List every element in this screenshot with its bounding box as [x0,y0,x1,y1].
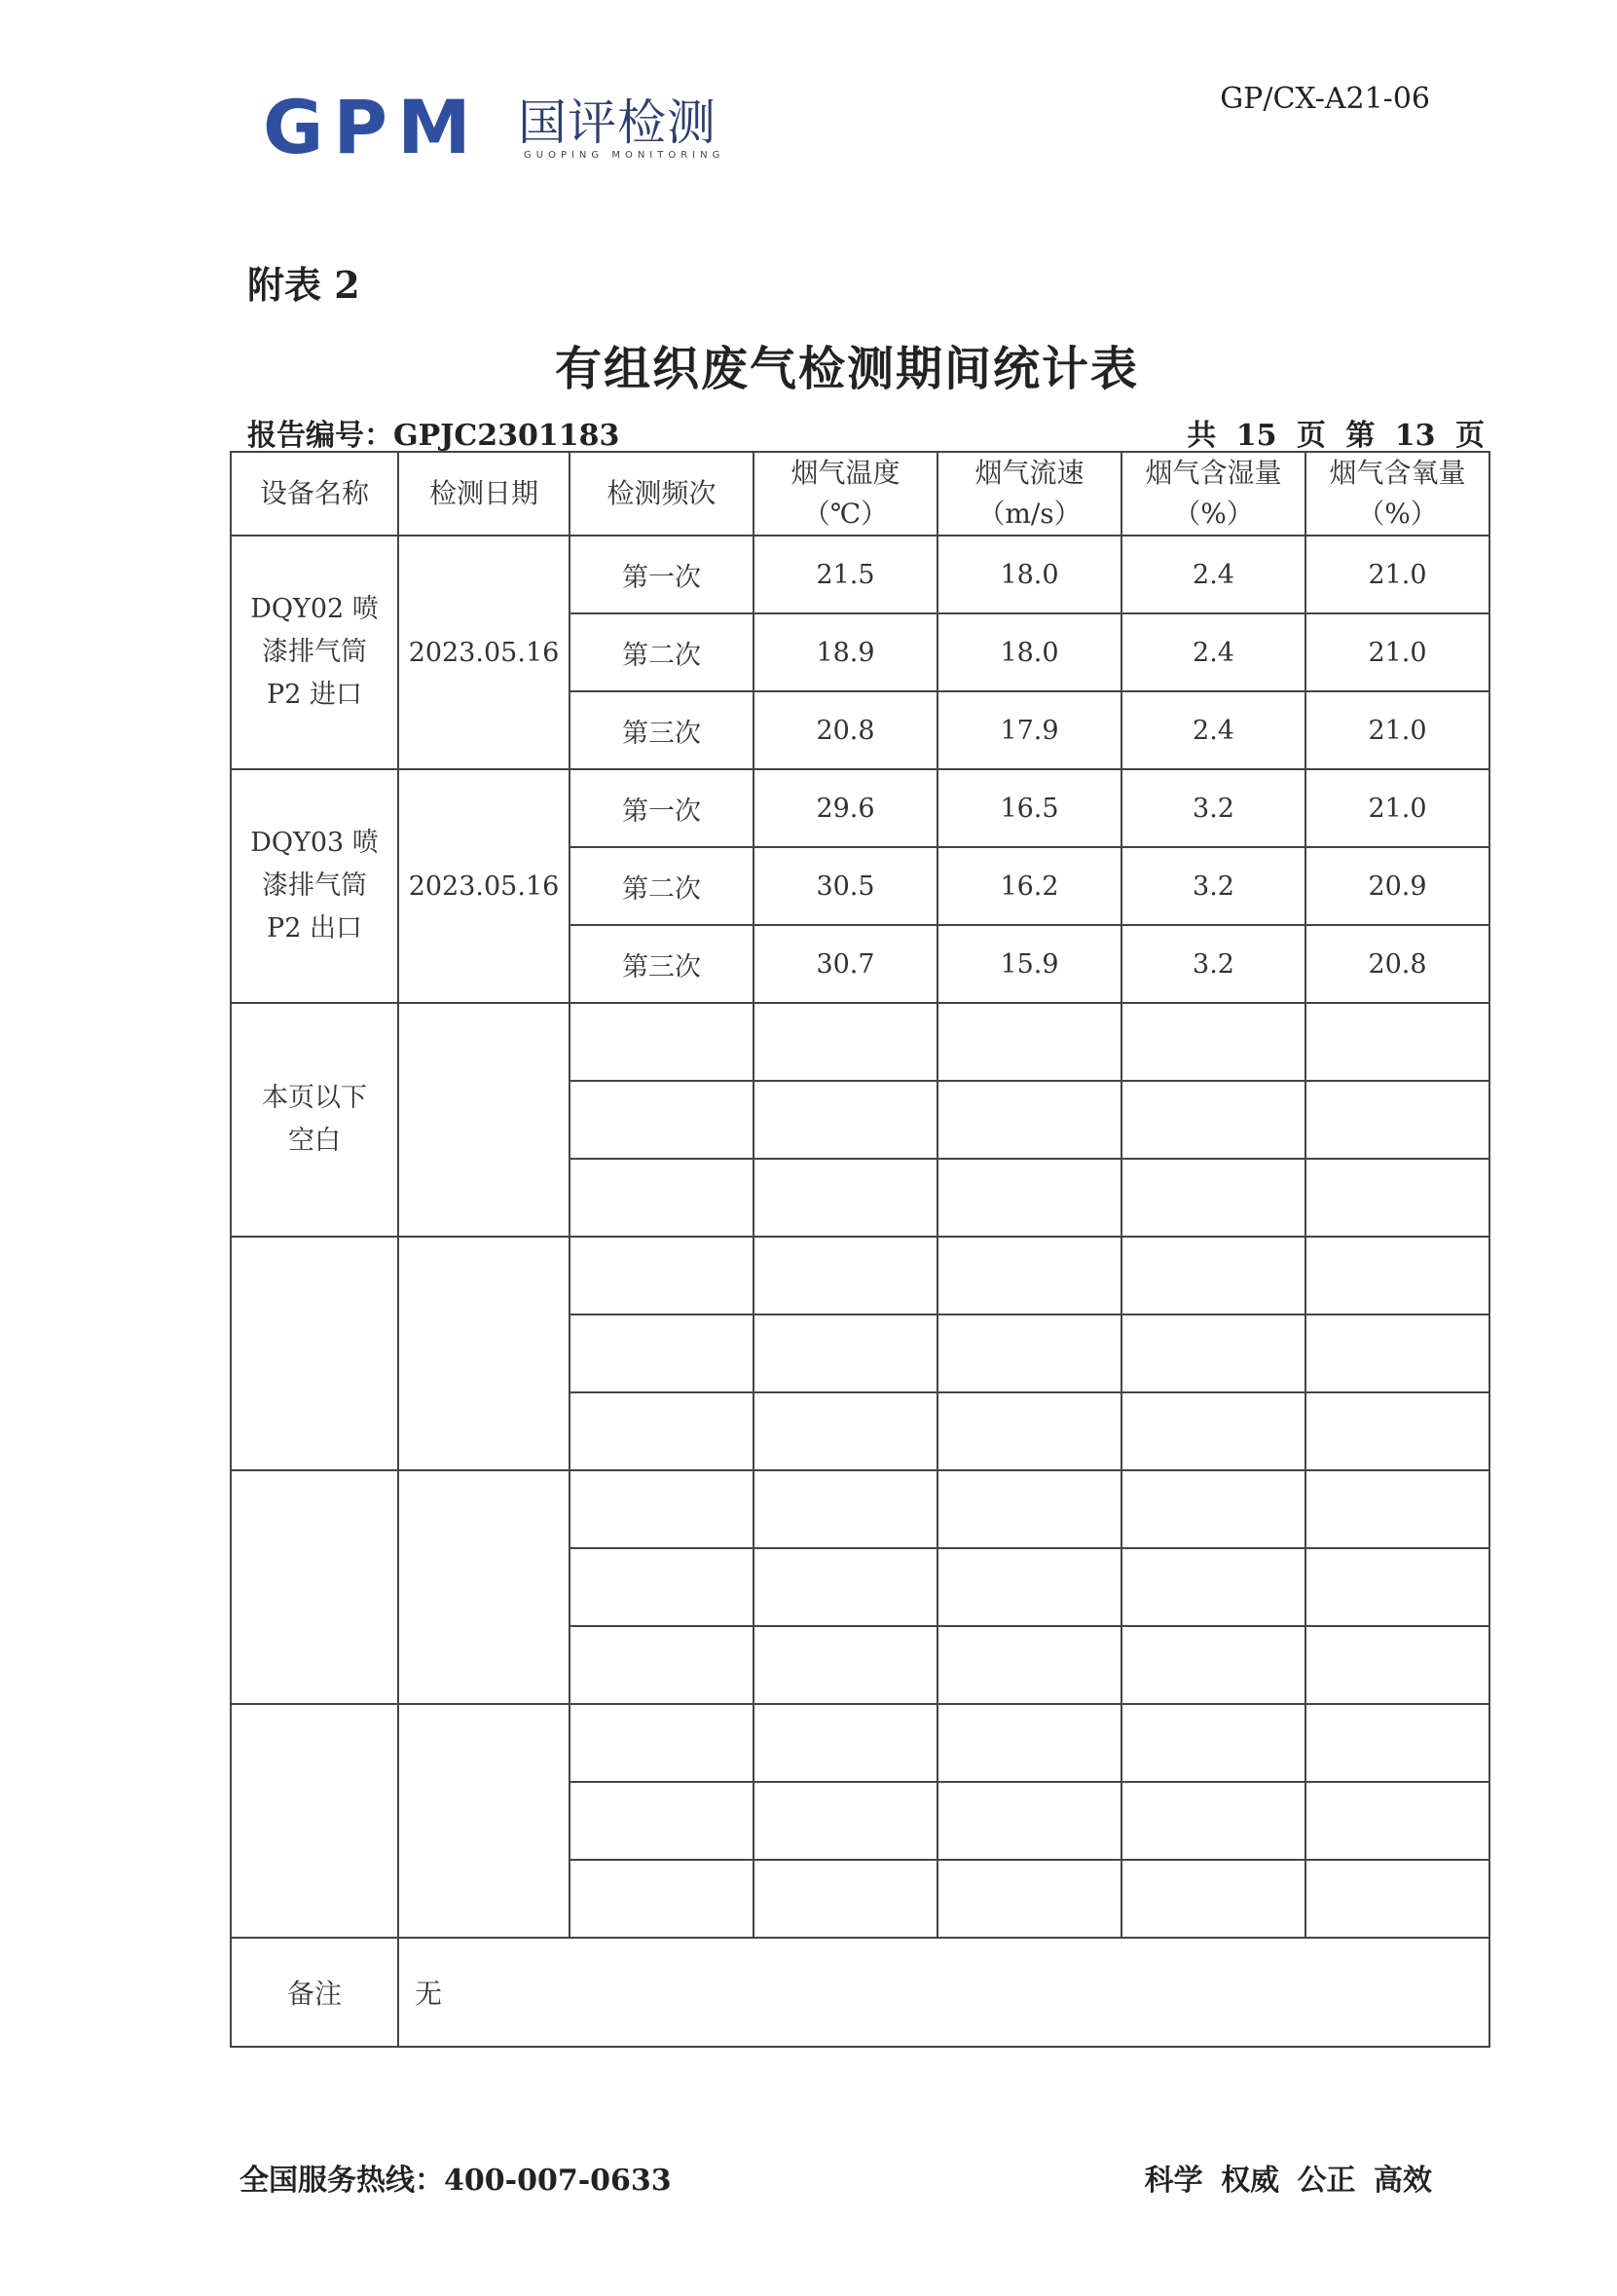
remark-row [231,1938,1489,2047]
moisture-cell: 3.2 [1121,769,1305,847]
header-cell: 检测日期 [398,452,570,536]
moisture-cell: 3.2 [1121,847,1305,925]
blank-row [231,1237,1489,1315]
flow-velocity-cell: 18.0 [937,536,1121,613]
frequency-cell: 第三次 [570,925,753,1003]
logo-letters: GPM [263,84,481,170]
flow-velocity-cell: 18.0 [937,613,1121,691]
page-info: 共 15 页 第 13 页 [1187,419,1485,453]
moisture-cell: 2.4 [1121,536,1305,613]
blank-note-cell: 本页以下 空白 [231,1003,398,1237]
statistics-table [230,451,1490,2048]
date-cell: 2023.05.16 [398,769,570,1003]
temperature-cell: 21.5 [753,536,937,613]
page-title: 有组织废气检测期间统计表 [554,342,1139,396]
blank-cell [398,1470,570,1704]
blank-row [231,1003,1489,1081]
oxygen-cell: 21.0 [1305,536,1489,613]
service-hotline: 全国服务热线：400-007-0633 [239,2164,672,2198]
moisture-cell: 2.4 [1121,613,1305,691]
blank-cell [398,1704,570,1938]
temperature-cell: 30.5 [753,847,937,925]
temperature-cell: 20.8 [753,691,937,769]
frequency-cell: 第一次 [570,769,753,847]
remark-value: 无 [398,1938,1489,2047]
moisture-cell: 3.2 [1121,925,1305,1003]
flow-velocity-cell: 17.9 [937,691,1121,769]
header-cell: 烟气温度 （℃） [753,452,937,536]
header-cell: 烟气含湿量 （%） [1121,452,1305,536]
temperature-cell: 30.7 [753,925,937,1003]
oxygen-cell: 21.0 [1305,691,1489,769]
document-code: GP/CX-A21-06 [1220,82,1430,116]
frequency-cell: 第二次 [570,847,753,925]
frequency-cell: 第二次 [570,613,753,691]
blank-cell [398,1003,570,1237]
blank-cell [398,1237,570,1470]
flow-velocity-cell: 16.2 [937,847,1121,925]
temperature-cell: 18.9 [753,613,937,691]
appendix-label: 附表 2 [247,263,360,307]
table-header-row [231,452,1489,536]
header-cell: 烟气流速 （m/s） [937,452,1121,536]
oxygen-cell: 20.8 [1305,925,1489,1003]
oxygen-cell: 21.0 [1305,769,1489,847]
blank-cell [231,1237,398,1470]
equipment-name-cell: DQY03 喷 漆排气筒 P2 出口 [231,769,398,1003]
blank-row [231,1470,1489,1548]
blank-cell [231,1470,398,1704]
company-logo [263,84,730,170]
table-row [231,536,1489,613]
remark-label: 备注 [231,1938,398,2047]
oxygen-cell: 20.9 [1305,847,1489,925]
flow-velocity-cell: 15.9 [937,925,1121,1003]
blank-cell [231,1704,398,1938]
frequency-cell: 第三次 [570,691,753,769]
temperature-cell: 29.6 [753,769,937,847]
logo-english-name: GUOPING MONITORING [524,150,725,161]
header-cell: 烟气含氧量 （%） [1305,452,1489,536]
flow-velocity-cell: 16.5 [937,769,1121,847]
oxygen-cell: 21.0 [1305,613,1489,691]
logo-chinese-name: 国评检测 [518,94,717,151]
equipment-name-cell: DQY02 喷 漆排气筒 P2 进口 [231,536,398,769]
moisture-cell: 2.4 [1121,691,1305,769]
frequency-cell: 第一次 [570,536,753,613]
company-slogan: 科学 权威 公正 高效 [1144,2164,1432,2198]
date-cell: 2023.05.16 [398,536,570,769]
table-row [231,769,1489,847]
report-number: 报告编号：GPJC2301183 [247,419,620,453]
header-cell: 设备名称 [231,452,398,536]
blank-row [231,1704,1489,1782]
header-cell: 检测频次 [570,452,753,536]
